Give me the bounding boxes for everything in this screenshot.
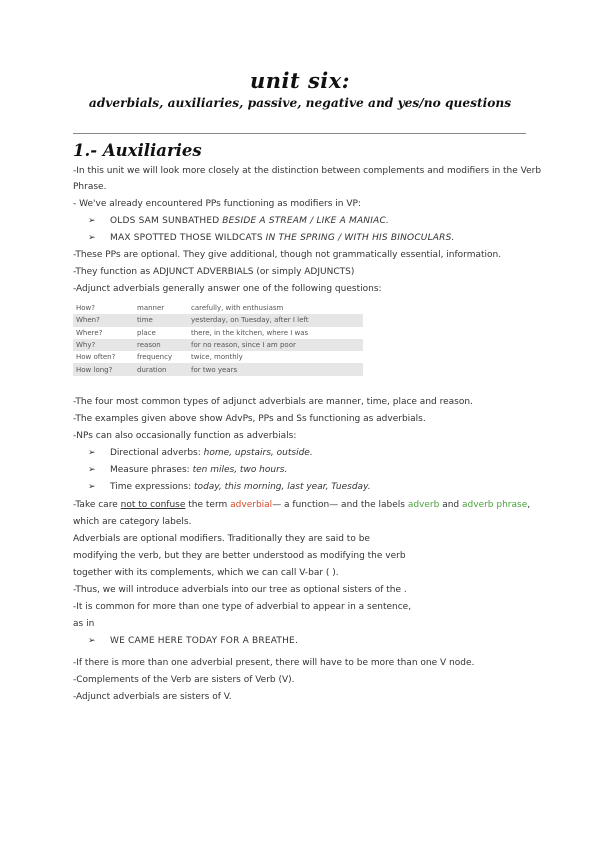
paragraph: -Adjunct adverbials are sisters of V.: [73, 692, 232, 702]
table-row: [73, 363, 363, 375]
paragraph: -The examples given above show AdvPs, PPs and Ss functioning as adverbials.: [73, 414, 426, 424]
table-row: [73, 327, 363, 339]
arrow-bullet-icon: ➢: [88, 465, 96, 475]
arrow-bullet-icon: ➢: [88, 482, 96, 492]
type-cell: frequency: [137, 353, 173, 362]
example-cell: yesterday, on Tuesday, after I left: [188, 314, 363, 326]
paragraph: -In this unit we will look more closely at the distinction between complements and modifiers in the Verb: [73, 166, 542, 176]
paragraph: -NPs can also occasionally function as adverbials:: [73, 431, 297, 441]
paragraph: -These PPs are optional. They give additional, though not grammatically essential, information.: [73, 250, 502, 260]
question-cell: Where?: [76, 328, 103, 337]
question-cell: How long?: [73, 363, 134, 375]
type-cell: manner: [137, 304, 165, 313]
unit-title: unit six:: [249, 68, 351, 93]
question-cell: How?: [76, 304, 95, 313]
table-row: [73, 339, 363, 351]
example-cell: for no reason, since I am poor: [188, 339, 363, 351]
paragraph: which are category labels.: [73, 517, 192, 527]
adverbial-questions-table: [73, 302, 363, 376]
bullet-item: ➢ Directional adverbs: home, upstairs, outside.: [88, 448, 313, 458]
paragraph: -Adjunct adverbials generally answer one of the following questions:: [73, 284, 382, 294]
question-cell: Why?: [73, 339, 134, 351]
unit-subtitle: adverbials, auxiliaries, passive, negative and yes/no questions: [88, 96, 512, 110]
paragraph: -Complements of the Verb are sisters of Verb (V).: [73, 675, 295, 685]
bullet-item: ➢ Time expressions: today, this morning, last year, Tuesday.: [88, 482, 371, 492]
example-cell: carefully, with enthusiasm: [191, 304, 284, 313]
arrow-bullet-icon: ➢: [88, 636, 96, 646]
bullet-item: ➢ WE CAME HERE TODAY FOR A BREATHE.: [88, 636, 299, 646]
section-heading: 1.- Auxiliaries: [73, 141, 202, 160]
paragraph: Phrase.: [73, 182, 107, 192]
example-cell: twice, monthly: [191, 353, 243, 362]
example-cell: there, in the kitchen, where I was: [191, 328, 309, 337]
paragraph: -They function as ADJUNCT ADVERBIALS (or simply ADJUNCTS): [73, 267, 355, 277]
paragraph: as in: [73, 619, 95, 629]
paragraph: modifying the verb, but they are better understood as modifying the verb: [73, 551, 406, 561]
type-cell: duration: [134, 363, 188, 375]
arrow-bullet-icon: ➢: [88, 216, 96, 226]
question-cell: When?: [73, 314, 134, 326]
paragraph: -Take care not to confuse the term adverbial— a function— and the labels adverb and adverb phrase,: [73, 500, 531, 510]
question-cell: How often?: [76, 353, 116, 362]
table-row: [73, 351, 363, 363]
type-cell: reason: [134, 339, 188, 351]
bullet-item: ➢ MAX SPOTTED THOSE WILDCATS IN THE SPRING / WITH HIS BINOCULARS.: [88, 233, 455, 243]
type-cell: place: [137, 328, 156, 337]
title-divider: [73, 133, 526, 134]
paragraph: - We've already encountered PPs functioning as modifiers in VP:: [73, 199, 361, 209]
paragraph: -If there is more than one adverbial present, there will have to be more than one V node.: [73, 658, 475, 668]
arrow-bullet-icon: ➢: [88, 448, 96, 458]
paragraph: Adverbials are optional modifiers. Traditionally they are said to be: [73, 534, 370, 544]
arrow-bullet-icon: ➢: [88, 233, 96, 243]
example-cell: for two years: [188, 363, 363, 375]
paragraph: -The four most common types of adjunct adverbials are manner, time, place and reason.: [73, 397, 473, 407]
type-cell: time: [134, 314, 188, 326]
paragraph: -Thus, we will introduce adverbials into our tree as optional sisters of the .: [73, 585, 407, 595]
table-row: [73, 314, 363, 326]
bullet-item: ➢ Measure phrases: ten miles, two hours.: [88, 465, 288, 475]
paragraph: together with its complements, which we can call V-bar ( ).: [73, 568, 339, 578]
bullet-item: ➢ OLDS SAM SUNBATHED BESIDE A STREAM / LIKE A MANIAC.: [88, 216, 389, 226]
paragraph: -It is common for more than one type of adverbial to appear in a sentence,: [73, 602, 412, 612]
table-row: [73, 302, 363, 314]
